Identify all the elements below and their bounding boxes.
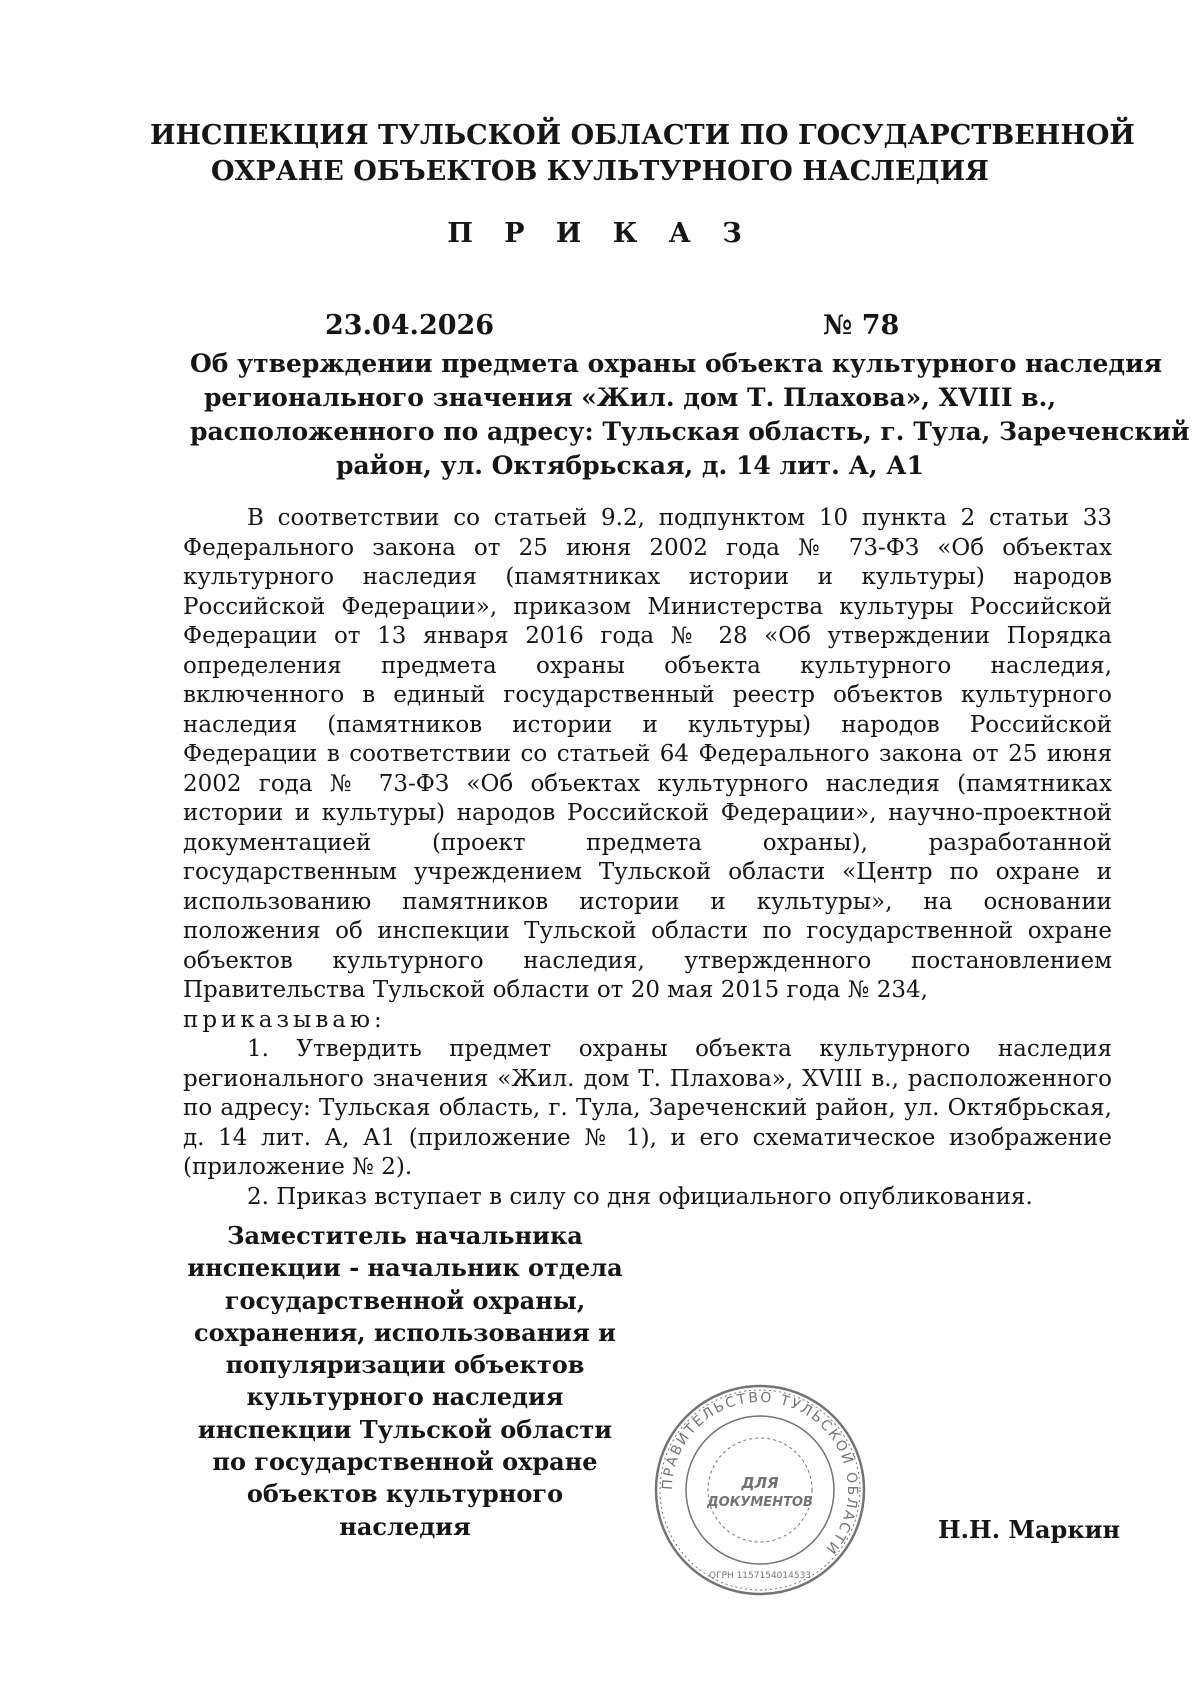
- order-number: № 78: [823, 310, 900, 341]
- order-item-2: 2. Приказ вступает в силу со дня официального опубликования.: [247, 1183, 1033, 1210]
- signatory-title-line: государственной охраны,: [224, 1285, 586, 1315]
- signatory-title-line: популяризации объектов: [225, 1350, 585, 1380]
- signatory-title: [170, 1220, 640, 1543]
- order-date: 23.04.2026: [325, 310, 495, 341]
- signatory-title-line: Заместитель начальника: [227, 1221, 583, 1250]
- organization-name: [150, 118, 1135, 190]
- order-body: [183, 504, 1112, 1212]
- stamp-center-line-2: ДОКУМЕНТОВ: [707, 1495, 813, 1510]
- subject-line: регионального значения «Жил. дом Т. Плахова», XVIII в.,: [203, 383, 1057, 412]
- subject-line: Об утверждении предмета охраны объекта культурного наследия: [190, 349, 1163, 378]
- signatory-title-line: объектов культурного: [246, 1479, 564, 1509]
- signatory-title-line: по государственной охране: [212, 1447, 598, 1477]
- stamp-ogrn: ОГРН 1157154014533: [708, 1571, 812, 1581]
- subject-line: расположенного по адресу: Тульская область, г. Тула, Зареченский: [190, 417, 1190, 446]
- org-line: ИНСПЕКЦИЯ ТУЛЬСКОЙ ОБЛАСТИ ПО ГОСУДАРСТВЕННОЙ: [150, 120, 1135, 151]
- order-subject: [190, 347, 1190, 483]
- signatory-title-line: сохранения, использования и: [194, 1317, 616, 1347]
- order-item-1: 1. Утвердить предмет охраны объекта культурного наследия регионального значения «Жил. дом Т. Плахова», XVIII в., расположенного по адресу: Тульская область, г. Тула, Зареченский район, ул. Октябрьская, д. 14 лит. А, А1 (приложение № 1), и его схематическое изображение (приложение № 2).: [183, 1036, 1112, 1180]
- signatory-title-line: инспекции - начальник отдела: [187, 1253, 623, 1283]
- preamble-paragraph: В соответствии со статьей 9.2, подпунктом 10 пункта 2 статьи 33 Федерального закона от 25 июня 2002 года № 73-ФЗ «Об объектах культурного наследия (памятниках истории и культуры) народов Российской Федерации», приказом Министерства культуры Российской Федерации от 13 января 2016 года № 28 «Об утверждении Порядка определения предмета охраны объекта культурного наследия, включенного в единый государственный реестр объектов культурного наследия (памятников истории и культуры) народов Российской Федерации в соответствии со статьей 64 Федерального закона от 25 июня 2002 года № 73-ФЗ «Об объектах культурного наследия (памятниках истории и культуры) народов Российской Федерации», научно-проектной документацией (проект предмета охраны), разработанной государственным учреждением Тульской области «Центр по охране и использованию памятников истории и культуры», на основании положения об инспекции Тульской области по государственной охране объектов культурного наследия, утвержденного постановлением Правительства Тульской области от 20 мая 2015 года № 234,: [183, 505, 1112, 1003]
- signatory-title-line: культурного наследия: [246, 1382, 564, 1412]
- stamp-outer-text: ПРАВИТЕЛЬСТВО ТУЛЬСКОЙ ОБЛАСТИ: [659, 1389, 861, 1558]
- signatory-name: Н.Н. Маркин: [938, 1515, 1121, 1544]
- signatory-title-line: наследия: [339, 1511, 471, 1541]
- org-line: ОХРАНЕ ОБЪЕКТОВ КУЛЬТУРНОГО НАСЛЕДИЯ: [211, 156, 989, 187]
- subject-line: район, ул. Октябрьская, д. 14 лит. А, А1: [335, 451, 925, 480]
- signatory-title-line: инспекции Тульской области: [197, 1414, 613, 1444]
- order-verb: приказываю:: [183, 1006, 386, 1033]
- stamp-center-line-1: ДЛЯ: [741, 1474, 779, 1492]
- official-stamp: [650, 1380, 870, 1600]
- document-type: П Р И К А З: [447, 218, 753, 249]
